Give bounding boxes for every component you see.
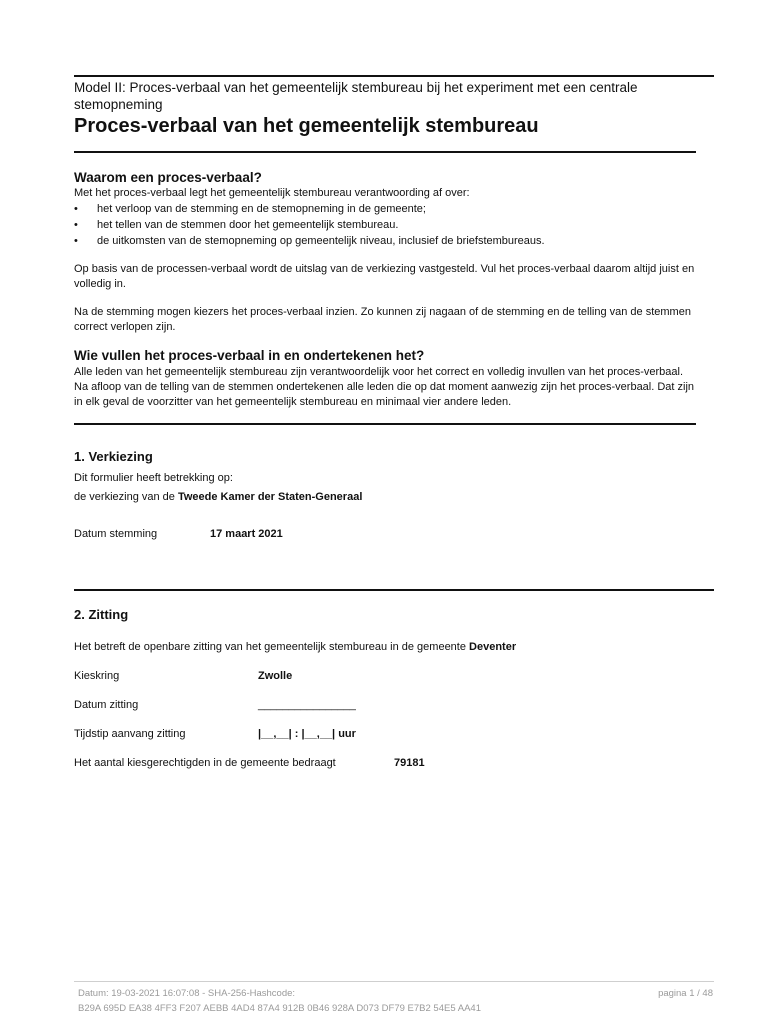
datum-zitting-field[interactable]: ________________ xyxy=(258,699,356,711)
section2-intro xyxy=(74,640,516,655)
why-paragraph-2: Na de stemming mogen kiezers het proces-verbaal inzien. Zo kunnen zij nagaan of de stemming en de telling van de stemmen correct verlopen zijn. xyxy=(74,306,691,333)
aantal-label: Het aantal kiesgerechtigden in de gemeente bedraagt xyxy=(74,757,336,769)
section-rule-2 xyxy=(74,589,714,591)
who-paragraph: Alle leden van het gemeentelijk stembureau zijn verantwoordelijk voor het correct en volledig invullen van het proces-verbaal. Na afloop van de telling van de stemmen ondertekenen alle leden die op dat moment aanwezig zijn het proces-verbaal. Dat zijn in elk geval de voorzitter van het gemeentelijk stembureau en minimaal vier andere leden. xyxy=(74,366,695,408)
footer-rule xyxy=(74,981,714,982)
list-item: • de uitkomsten van de stemopneming op gemeentelijk niveau, inclusief de briefstembureaus. xyxy=(74,234,714,250)
tijdstip-field[interactable]: |__,__| : |__,__| uur xyxy=(258,728,356,740)
top-rule xyxy=(74,75,714,77)
why-intro: Met het proces-verbaal legt het gemeentelijk stembureau verantwoording af over: xyxy=(74,187,470,199)
tijdstip-label: Tijdstip aanvang zitting xyxy=(74,728,186,740)
municipality-name: Deventer xyxy=(469,641,517,653)
why-bullet-list xyxy=(74,202,714,250)
why-heading: Waarom een proces-verbaal? xyxy=(74,170,262,185)
footer-hash-line: B29A 695D EA38 4FF3 F207 AEBB 4AD4 87A4 912B 0B46 928A D073 DF79 E7B2 54E5 AA41 xyxy=(78,1003,481,1014)
section1-line1: Dit formulier heeft betrekking op: xyxy=(74,472,233,484)
who-heading: Wie vullen het proces-verbaal in en ondertekenen het? xyxy=(74,348,425,363)
title-rule xyxy=(74,151,696,153)
municipality-prefix: Het betreft de openbare zitting van het gemeentelijk stembureau in de gemeente xyxy=(74,641,470,653)
election-prefix: de verkiezing van de xyxy=(74,491,178,503)
date-stemming-value: 17 maart 2021 xyxy=(210,528,283,540)
page-number: pagina 1 / 48 xyxy=(658,988,713,999)
footer-date-line: Datum: 19-03-2021 16:07:08 - SHA-256-Hashcode: xyxy=(78,988,296,999)
section-rule-1 xyxy=(74,423,696,425)
section1-line2 xyxy=(74,490,362,505)
model-line: Model II: Proces-verbaal van het gemeentelijk stembureau bij het experiment met een centrale stemopneming xyxy=(74,80,638,112)
aantal-value: 79181 xyxy=(394,757,425,769)
page-title: Proces-verbaal van het gemeentelijk stembureau xyxy=(74,115,539,137)
election-name: Tweede Kamer der Staten-Generaal xyxy=(177,491,363,503)
section2-heading: 2. Zitting xyxy=(74,607,129,622)
kieskring-value: Zwolle xyxy=(258,670,293,682)
list-item: • het tellen van de stemmen door het gemeentelijk stembureau. xyxy=(74,218,714,234)
list-item: • het verloop van de stemming en de stemopneming in de gemeente; xyxy=(74,202,714,218)
why-paragraph-1: Op basis van de processen-verbaal wordt de uitslag van de verkiezing vastgesteld. Vul het proces-verbaal daarom altijd juist en volledig in. xyxy=(74,263,695,290)
datum-zitting-label: Datum zitting xyxy=(74,699,139,711)
kieskring-label: Kieskring xyxy=(74,670,120,682)
section1-heading: 1. Verkiezing xyxy=(74,449,153,464)
date-stemming-label: Datum stemming xyxy=(74,528,158,540)
